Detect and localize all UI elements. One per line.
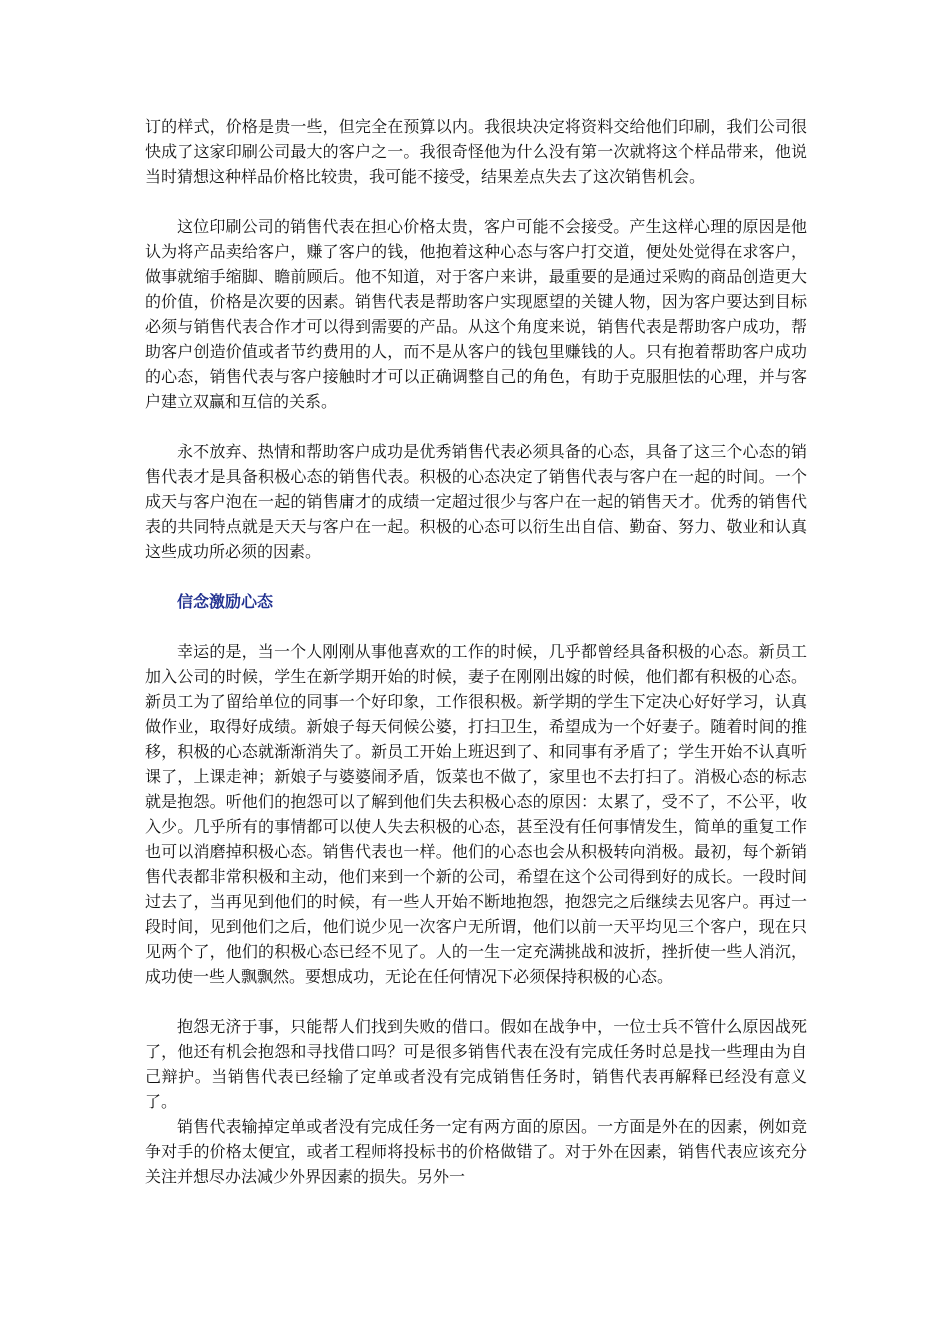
section-heading: 信念激励心态 (177, 592, 274, 611)
paragraph-5: 抱怨无济于事，只能帮人们找到失败的借口。假如在战争中，一位士兵不管什么原因战死了，他还有机会抱怨和寻找借口吗？可是很多销售代表在没有完成任务时总是找一些理由为自己辩护。当销售代表已经输了定单或者没有完成销售任务时，销售代表再解释已经没有意义了。 (145, 1017, 807, 1111)
paragraph-3: 永不放弃、热情和帮助客户成功是优秀销售代表必须具备的心态，具备了这三个心态的销售代表才是具备积极心态的销售代表。积极的心态决定了销售代表与客户在一起的时间。一个成天与客户泡在一起的销售庸才的成绩一定超过很少与客户在一起的销售天才。优秀的销售代表的共同特点就是天天与客户在一起。积极的心态可以衍生出自信、勤奋、努力、敬业和认真这些成功所必须的因素。 (145, 442, 807, 561)
paragraph-1: 订的样式，价格是贵一些，但完全在预算以内。我很块决定将资料交给他们印刷，我们公司很快成了这家印刷公司最大的客户之一。我很奇怪他为什么没有第一次就将这个样品带来，他说当时猜想这种样品价格比较贵，我可能不接受，结果差点失去了这次销售机会。 (145, 117, 807, 186)
paragraph-6: 销售代表输掉定单或者没有完成任务一定有两方面的原因。一方面是外在的因素，例如竞争对手的价格太便宜，或者工程师将投标书的价格做错了。对于外在因素，销售代表应该充分关注并想尽办法减少外界因素的损失。另外一 (145, 1117, 807, 1186)
document-body (145, 114, 807, 1189)
paragraph-4: 幸运的是，当一个人刚刚从事他喜欢的工作的时候，几乎都曾经具备积极的心态。新员工加入公司的时候，学生在新学期开始的时候，妻子在刚刚出嫁的时候，他们都有积极的心态。新员工为了留给单位的同事一个好印象，工作很积极。新学期的学生下定决心好好学习，认真做作业，取得好成绩。新娘子每天伺候公婆，打扫卫生，希望成为一个好妻子。随着时间的推移，积极的心态就渐渐消失了。新员工开始上班迟到了、和同事有矛盾了；学生开始不认真听课了，上课走神；新娘子与婆婆闹矛盾，饭菜也不做了，家里也不去打扫了。消极心态的标志就是抱怨。听他们的抱怨可以了解到他们失去积极心态的原因：太累了，受不了，不公平，收入少。几乎所有的事情都可以使人失去积极的心态，甚至没有任何事情发生，简单的重复工作也可以消磨掉积极心态。销售代表也一样。他们的心态也会从积极转向消极。最初，每个新销售代表都非常积极和主动，他们来到一个新的公司，希望在这个公司得到好的成长。一段时间过去了，当再见到他们的时候，有一些人开始不断地抱怨，抱怨完之后继续去见客户。再过一段时间，见到他们之后，他们说少见一次客户无所谓，他们以前一天平均见三个客户，现在只见两个了，他们的积极心态已经不见了。人的一生一定充满挑战和波折，挫折使一些人消沉，成功使一些人飘飘然。要想成功，无论在任何情况下必须保持积极的心态。 (145, 642, 807, 986)
paragraph-2: 这位印刷公司的销售代表在担心价格太贵，客户可能不会接受。产生这样心理的原因是他认为将产品卖给客户，赚了客户的钱，他抱着这种心态与客户打交道，便处处觉得在求客户，做事就缩手缩脚、瞻前顾后。他不知道，对于客户来讲，最重要的是通过采购的商品创造更大的价值，价格是次要的因素。销售代表是帮助客户实现愿望的关键人物，因为客户要达到目标必须与销售代表合作才可以得到需要的产品。从这个角度来说，销售代表是帮助客户成功，帮助客户创造价值或者节约费用的人，而不是从客户的钱包里赚钱的人。只有抱着帮助客户成功的心态，销售代表与客户接触时才可以正确调整自己的角色，有助于克服胆怯的心理，并与客户建立双赢和互信的关系。 (145, 217, 807, 411)
